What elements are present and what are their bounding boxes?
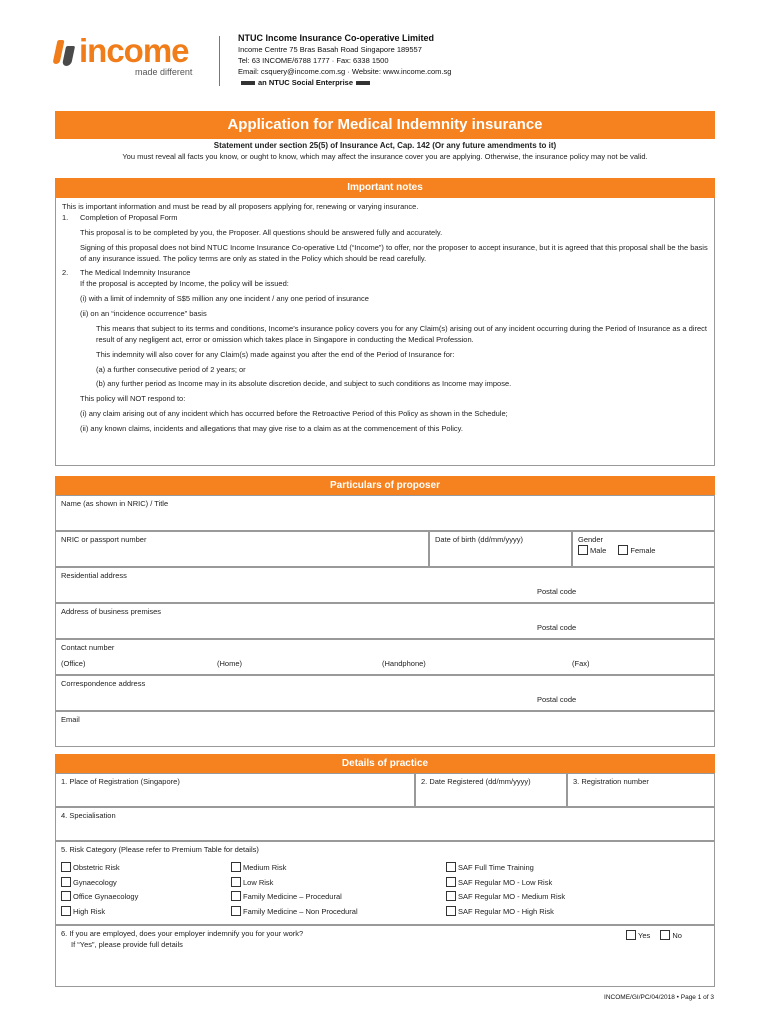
practice-heading: Details of practice — [55, 754, 715, 774]
proposer-heading: Particulars of proposer — [55, 476, 715, 496]
risk-option-label: Office Gynaecology — [73, 892, 139, 901]
note-2-para-1: If the proposal is accepted by Income, the policy will be issued: — [80, 279, 289, 289]
nric-field[interactable] — [55, 531, 429, 567]
letterhead — [0, 0, 770, 100]
risk-option[interactable] — [231, 876, 358, 891]
risk-option[interactable] — [61, 890, 138, 905]
note-2-not-item-i: (i) any claim arising out of any incident which has occurred before the Retroactive Period of this Policy as shown in the Schedule; — [80, 409, 508, 419]
risk-option[interactable] — [61, 905, 138, 920]
risk-checkbox[interactable] — [231, 862, 241, 872]
risk-option-label: SAF Regular MO - Medium Risk — [458, 892, 566, 901]
risk-option-label: SAF Regular MO - High Risk — [458, 906, 554, 916]
risk-checkbox[interactable] — [446, 877, 456, 887]
dob-label: Date of birth (dd/mm/yyyy) — [435, 535, 523, 544]
dob-field[interactable] — [429, 531, 572, 567]
residential-postal-label: Postal code — [537, 587, 577, 596]
business-postal-label: Postal code — [537, 623, 577, 632]
risk-option[interactable] — [231, 905, 358, 920]
handphone-label: (Handphone) — [382, 659, 426, 668]
company-email: Email: csquery@income.com.sg · Website: www.income.com.sg — [238, 67, 452, 76]
place-label: 1. Place of Registration (Singapore) — [61, 777, 180, 786]
yes-label: Yes — [638, 931, 651, 940]
risk-option[interactable] — [61, 861, 138, 876]
risk-option-label: Obstetric Risk — [73, 863, 120, 872]
statement-text: You must reveal all facts you know, or ought to know, which may affect the insurance cover you are applying. Otherwise, the insurance policy may not be valid. — [122, 152, 648, 161]
risk-checkbox[interactable] — [446, 906, 456, 916]
risk-option-label: SAF Regular MO - Low Risk — [458, 877, 553, 887]
note-2-ii-para-2: This indemnity will also cover for any Claim(s) made against you after the end of the Period of Insurance for: — [96, 349, 455, 359]
residential-address-field[interactable] — [55, 567, 715, 603]
logo-mark-icon — [55, 40, 77, 66]
header-divider — [219, 36, 220, 86]
important-notes — [55, 198, 715, 466]
gender-options — [578, 545, 709, 555]
page-footer: INCOME/GI/PC/04/2018 • Page 1 of 3 — [604, 994, 714, 1001]
male-checkbox[interactable] — [578, 545, 588, 555]
name-label: Name (as shown in NRIC) / Title — [61, 499, 169, 508]
risk-option[interactable] — [446, 890, 565, 905]
logo-word: income — [79, 32, 189, 69]
home-label: (Home) — [217, 659, 243, 668]
notes-intro: This is important information and must be read by all proposers applying for, renewing or varying insurance. — [62, 202, 419, 211]
date-registered-field[interactable] — [415, 773, 567, 807]
company-address: Income Centre 75 Bras Basah Road Singapore 189557 — [238, 45, 422, 54]
correspondence-address-field[interactable] — [55, 675, 715, 711]
gender-field — [572, 531, 715, 567]
important-notes-heading: Important notes — [55, 178, 715, 198]
risk-checkbox[interactable] — [61, 891, 71, 901]
note-2-not-item-ii: (ii) any known claims, incidents and allegations that may give rise to a claim as at the commencement of this Policy. — [80, 424, 463, 433]
office-label: (Office) — [61, 659, 86, 668]
risk-option[interactable] — [61, 876, 138, 891]
note-2-number: 2. — [62, 268, 69, 278]
social-label: an NTUC Social Enterprise — [258, 78, 354, 87]
risk-option-label: SAF Full Time Training — [458, 863, 534, 872]
regno-label: 3. Registration number — [573, 777, 649, 786]
contact-label: Contact number — [61, 643, 115, 652]
company-tel: Tel: 63 INCOME/6788 1777 · Fax: 6338 1500 — [238, 56, 389, 65]
note-1-heading: Completion of Proposal Form — [80, 212, 178, 222]
gender-label: Gender — [578, 535, 604, 544]
specialisation-field[interactable] — [55, 807, 715, 841]
risk-option[interactable] — [231, 890, 358, 905]
q6-sub-label: If “Yes”, please provide full details — [71, 940, 183, 949]
note-2-item-a: (a) a further consecutive period of 2 years; or — [96, 364, 246, 374]
risk-category-section — [55, 841, 715, 925]
note-1-para-1: This proposal is to be completed by you, the Proposer. All questions should be answered fully and accurately. — [80, 227, 443, 237]
risk-option-label: High Risk — [73, 906, 106, 916]
risk-option-label: Gynaecology — [73, 877, 117, 887]
correspondence-label: Correspondence address — [61, 679, 146, 688]
date-registered-label: 2. Date Registered (dd/mm/yyyy) — [421, 777, 531, 786]
residential-label: Residential address — [61, 571, 127, 580]
no-checkbox[interactable] — [660, 930, 670, 940]
contact-number-field[interactable] — [55, 639, 715, 675]
income-logo — [55, 32, 215, 80]
risk-checkbox[interactable] — [61, 877, 71, 887]
risk-col-1 — [61, 861, 138, 919]
company-name: NTUC Income Insurance Co-operative Limited — [238, 33, 435, 43]
female-checkbox[interactable] — [618, 545, 628, 555]
business-label: Address of business premises — [61, 607, 162, 616]
q6-label: 6. If you are employed, does your employer indemnify you for your work? — [61, 929, 304, 938]
no-label: No — [672, 931, 682, 940]
female-label: Female — [630, 546, 656, 555]
risk-option-label: Medium Risk — [243, 863, 287, 872]
name-field[interactable] — [55, 495, 715, 531]
note-1-number: 1. — [62, 212, 69, 222]
note-2-heading: The Medical Indemnity Insurance — [80, 268, 191, 278]
note-1-para-2: Signing of this proposal does not bind NTUC Income Insurance Co-operative Ltd (“Income”) to offer, nor the proposer to accept insurance, but it is agreed that this proposal shall be the basis of any insurance issued. The policy terms are only as stated in the Policy which should be read carefully. — [80, 242, 708, 263]
bar-left — [241, 81, 255, 85]
note-2-item-ii: (ii) on an “incidence occurrence” basis — [80, 309, 207, 318]
risk-checkbox[interactable] — [61, 862, 71, 872]
risk-checkbox[interactable] — [446, 891, 456, 901]
note-1-title — [62, 213, 708, 224]
note-2-item-b: (b) any further period as Income may in its absolute discretion decide, and subject to such conditions as Income may impose. — [96, 379, 512, 389]
business-address-field[interactable] — [55, 603, 715, 639]
male-label: Male — [590, 546, 607, 555]
logo-tagline: made different — [135, 67, 193, 77]
risk-option[interactable] — [231, 861, 358, 876]
employer-indemnity-field[interactable] — [55, 925, 715, 987]
yes-checkbox[interactable] — [626, 930, 636, 940]
note-2-item-i: (i) with a limit of indemnity of S$5 million any one incident / any one period of insurance — [80, 294, 369, 304]
risk-col-3 — [446, 861, 565, 919]
risk-checkbox[interactable] — [231, 891, 241, 901]
risk-checkbox[interactable] — [231, 906, 241, 916]
specialisation-label: 4. Specialisation — [61, 811, 116, 820]
q6-options — [626, 930, 682, 940]
registration-number-field[interactable] — [567, 773, 715, 807]
risk-option[interactable] — [446, 876, 565, 891]
place-of-registration-field[interactable] — [55, 773, 415, 807]
risk-option[interactable] — [446, 861, 565, 876]
fax-label: (Fax) — [572, 659, 590, 668]
note-2-not-respond: This policy will NOT respond to: — [80, 394, 186, 404]
email-field[interactable] — [55, 711, 715, 747]
email-label: Email — [61, 715, 80, 724]
correspondence-postal-label: Postal code — [537, 695, 577, 704]
risk-col-2 — [231, 861, 358, 919]
statement-heading: Statement under section 25(5) of Insurance Act, Cap. 142 (Or any future amendments to it) — [213, 141, 557, 150]
social-enterprise-tag — [238, 78, 373, 87]
risk-option-label: Family Medicine – Non Procedural — [243, 906, 358, 916]
note-2-ii-para-1: This means that subject to its terms and conditions, Income’s insurance policy covers you for any Claim(s) arising out of any incident occurring during the Period of Insurance as a direct result of any negligent act, error or omission which takes place in Singapore in conducting the Medical Profession. — [96, 323, 707, 344]
risk-label: 5. Risk Category (Please refer to Premium Table for details) — [61, 845, 259, 854]
risk-option[interactable] — [446, 905, 565, 920]
risk-option-label: Low Risk — [243, 877, 274, 887]
note-2-title — [62, 268, 708, 279]
risk-checkbox[interactable] — [446, 862, 456, 872]
form-title: Application for Medical Indemnity insurance — [55, 111, 715, 139]
risk-checkbox[interactable] — [231, 877, 241, 887]
bar-right — [356, 81, 370, 85]
risk-checkbox[interactable] — [61, 906, 71, 916]
risk-option-label: Family Medicine – Procedural — [243, 892, 342, 901]
nric-label: NRIC or passport number — [61, 535, 147, 544]
company-info — [238, 33, 568, 76]
